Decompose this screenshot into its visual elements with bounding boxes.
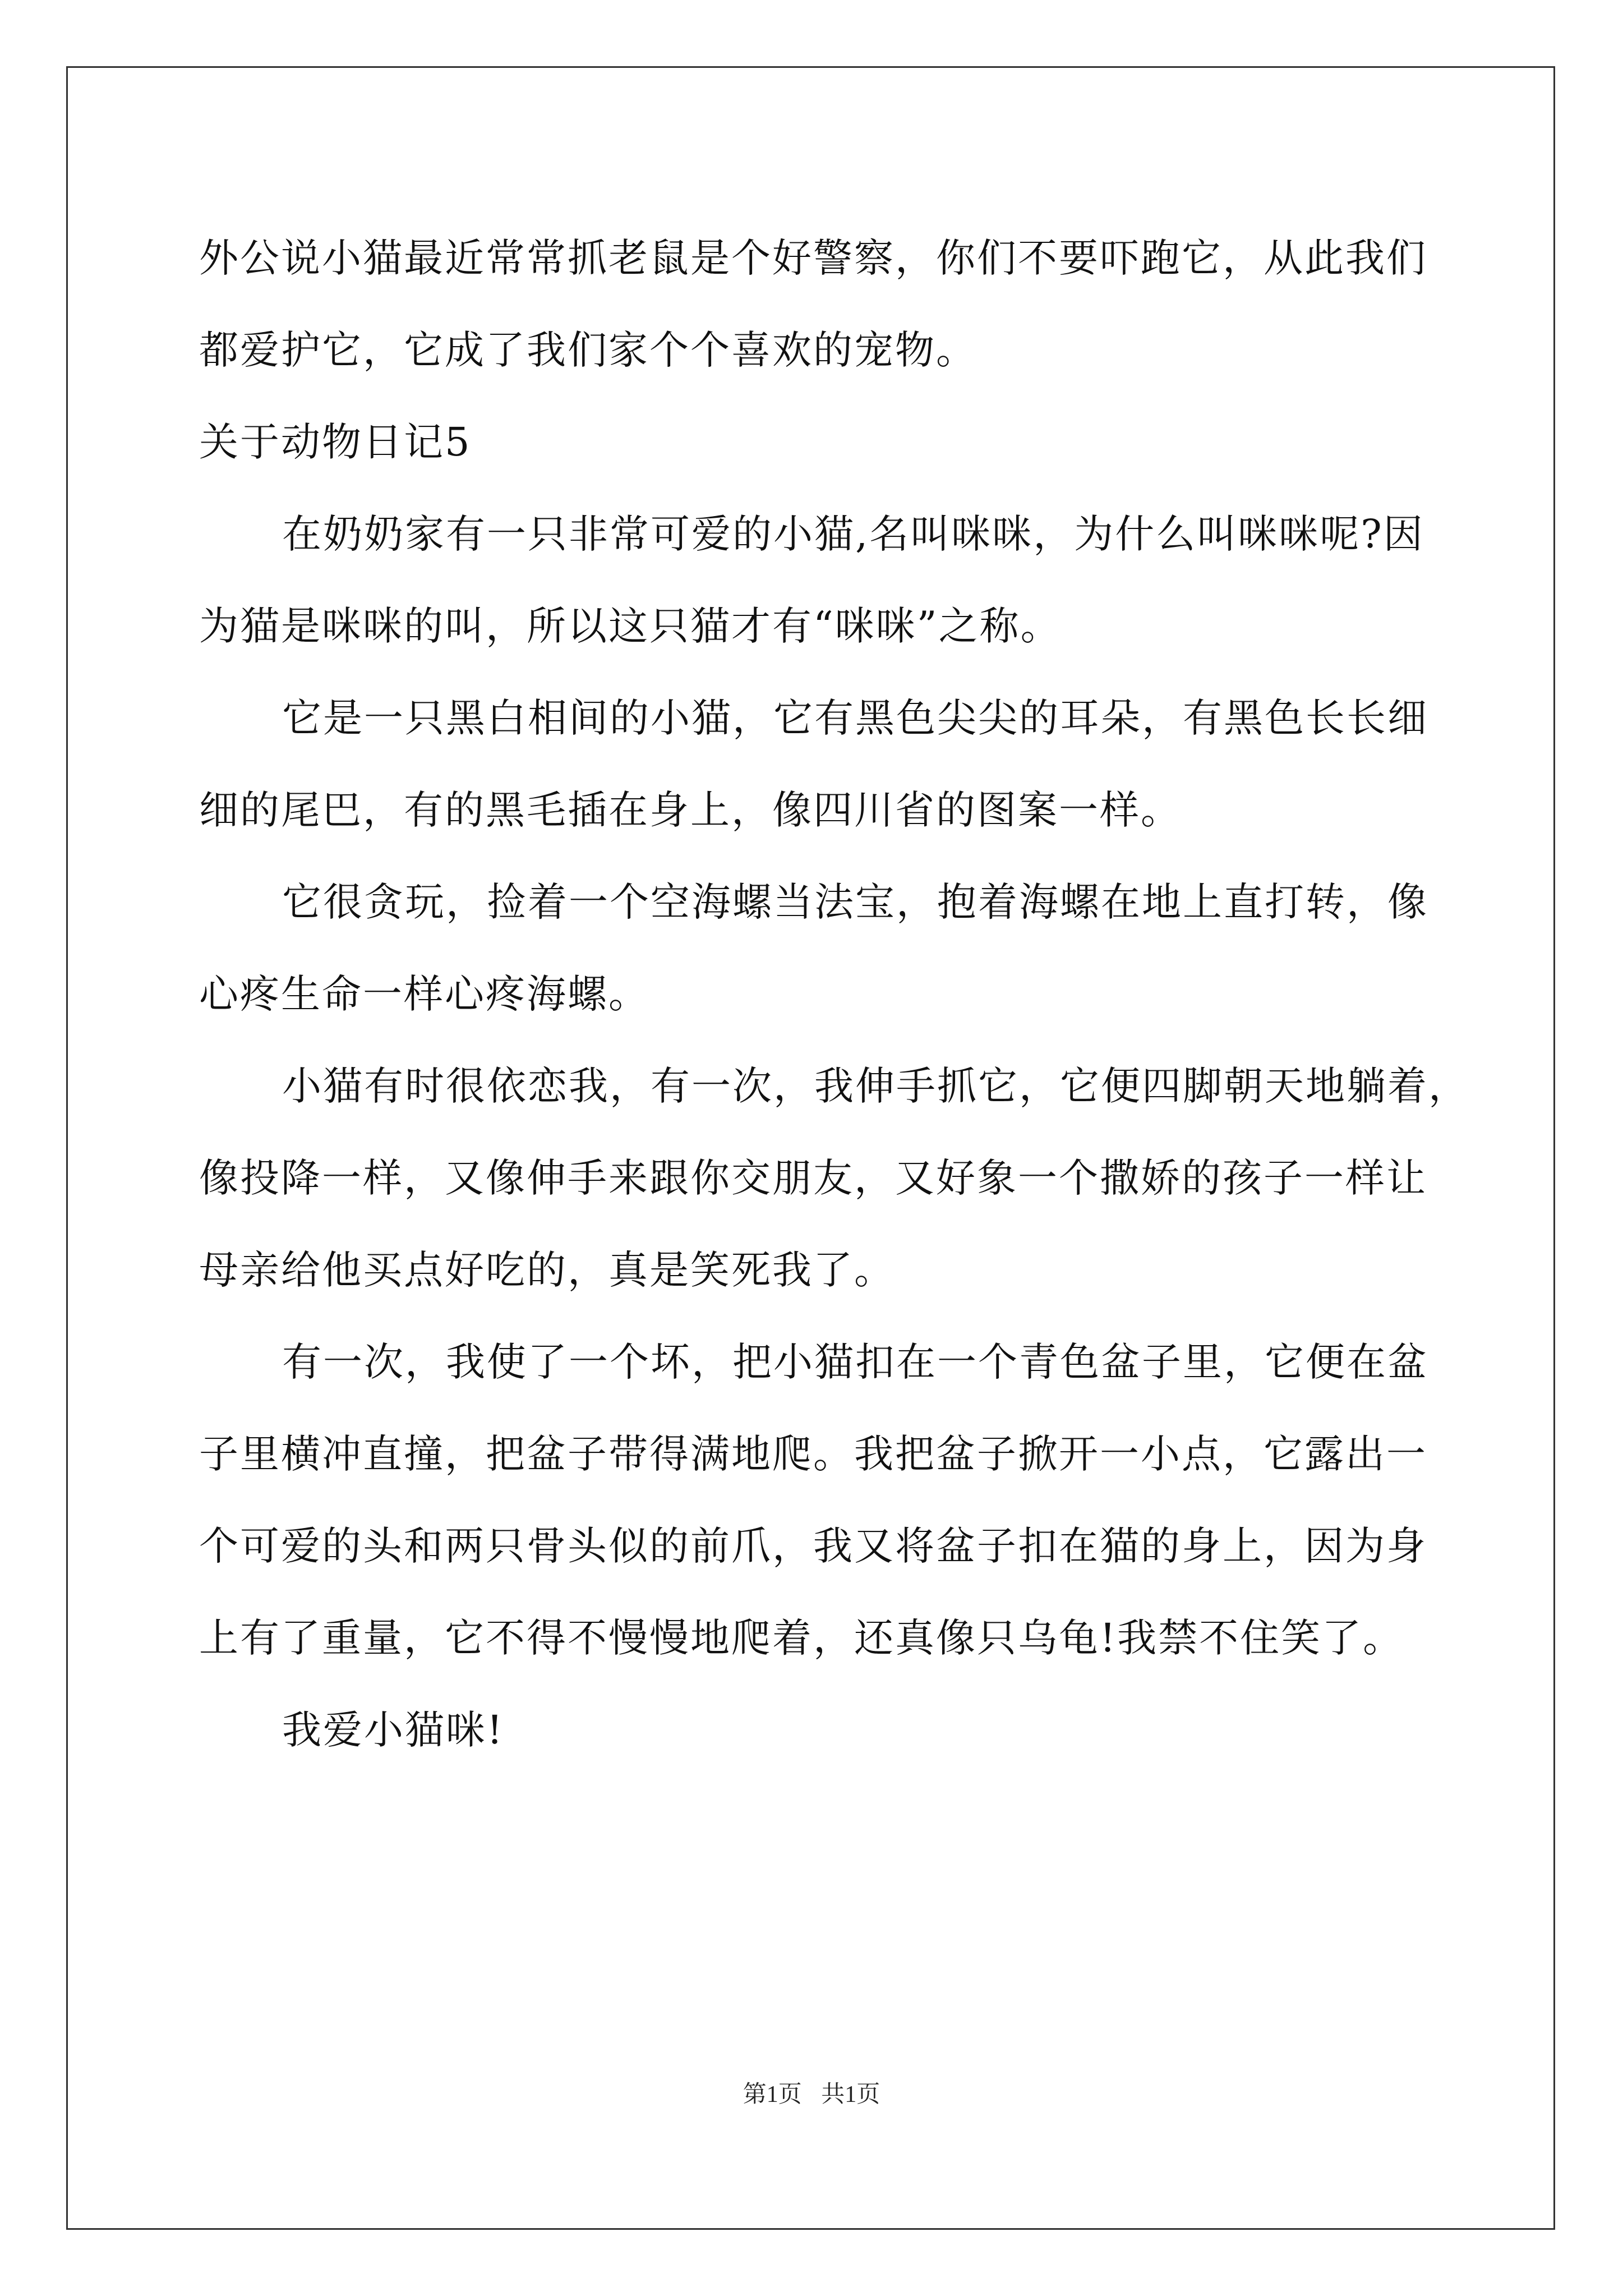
- text-line-7: 细的尾巴，有的黑毛插在身上，像四川省的图案一样。: [199, 787, 1182, 833]
- text-line-17: 我爱小猫咪!: [282, 1707, 505, 1753]
- text-line-6: 它是一只黑白相间的小猫，它有黑色尖尖的耳朵，有黑色长长细: [282, 695, 1428, 741]
- text-line-5: 为猫是咪咪的叫，所以这只猫才有“咪咪”之称。: [199, 603, 1062, 649]
- page-total: 共1页: [821, 2082, 880, 2108]
- text-line-2: 都爱护它，它成了我们家个个喜欢的宠物。: [199, 327, 977, 373]
- text-line-13: 有一次，我使了一个坏，把小猫扣在一个青色盆子里，它便在盆: [282, 1339, 1428, 1385]
- text-line-14: 子里横冲直撞，把盆子带得满地爬。我把盆子掀开一小点，它露出一: [199, 1431, 1427, 1477]
- text-line-1: 外公说小猫最近常常抓老鼠是个好警察，你们不要吓跑它，从此我们: [199, 235, 1427, 281]
- page-footer: [0, 2076, 1623, 2109]
- document-body: [199, 212, 1469, 1776]
- text-line-10: 小猫有时很依恋我，有一次，我伸手抓它，它便四脚朝天地躺着，: [282, 1063, 1469, 1109]
- text-line-16: 上有了重量，它不得不慢慢地爬着，还真像只乌龟!我禁不住笑了。: [199, 1615, 1404, 1661]
- text-line-4: 在奶奶家有一只非常可爱的小猫,名叫咪咪，为什么叫咪咪呢?因: [282, 511, 1424, 557]
- page-number: 第1页: [743, 2082, 802, 2108]
- text-line-15: 个可爱的头和两只骨头似的前爪，我又将盆子扣在猫的身上，因为身: [199, 1523, 1427, 1569]
- text-line-12: 母亲给他买点好吃的，真是笑死我了。: [199, 1247, 895, 1293]
- text-line-8: 它很贪玩，捡着一个空海螺当法宝，抱着海螺在地上直打转，像: [282, 879, 1428, 925]
- section-heading: 关于动物日记5: [199, 419, 472, 465]
- text-line-9: 心疼生命一样心疼海螺。: [199, 971, 649, 1017]
- text-line-11: 像投降一样，又像伸手来跟你交朋友，又好象一个撒娇的孩子一样让: [199, 1155, 1427, 1201]
